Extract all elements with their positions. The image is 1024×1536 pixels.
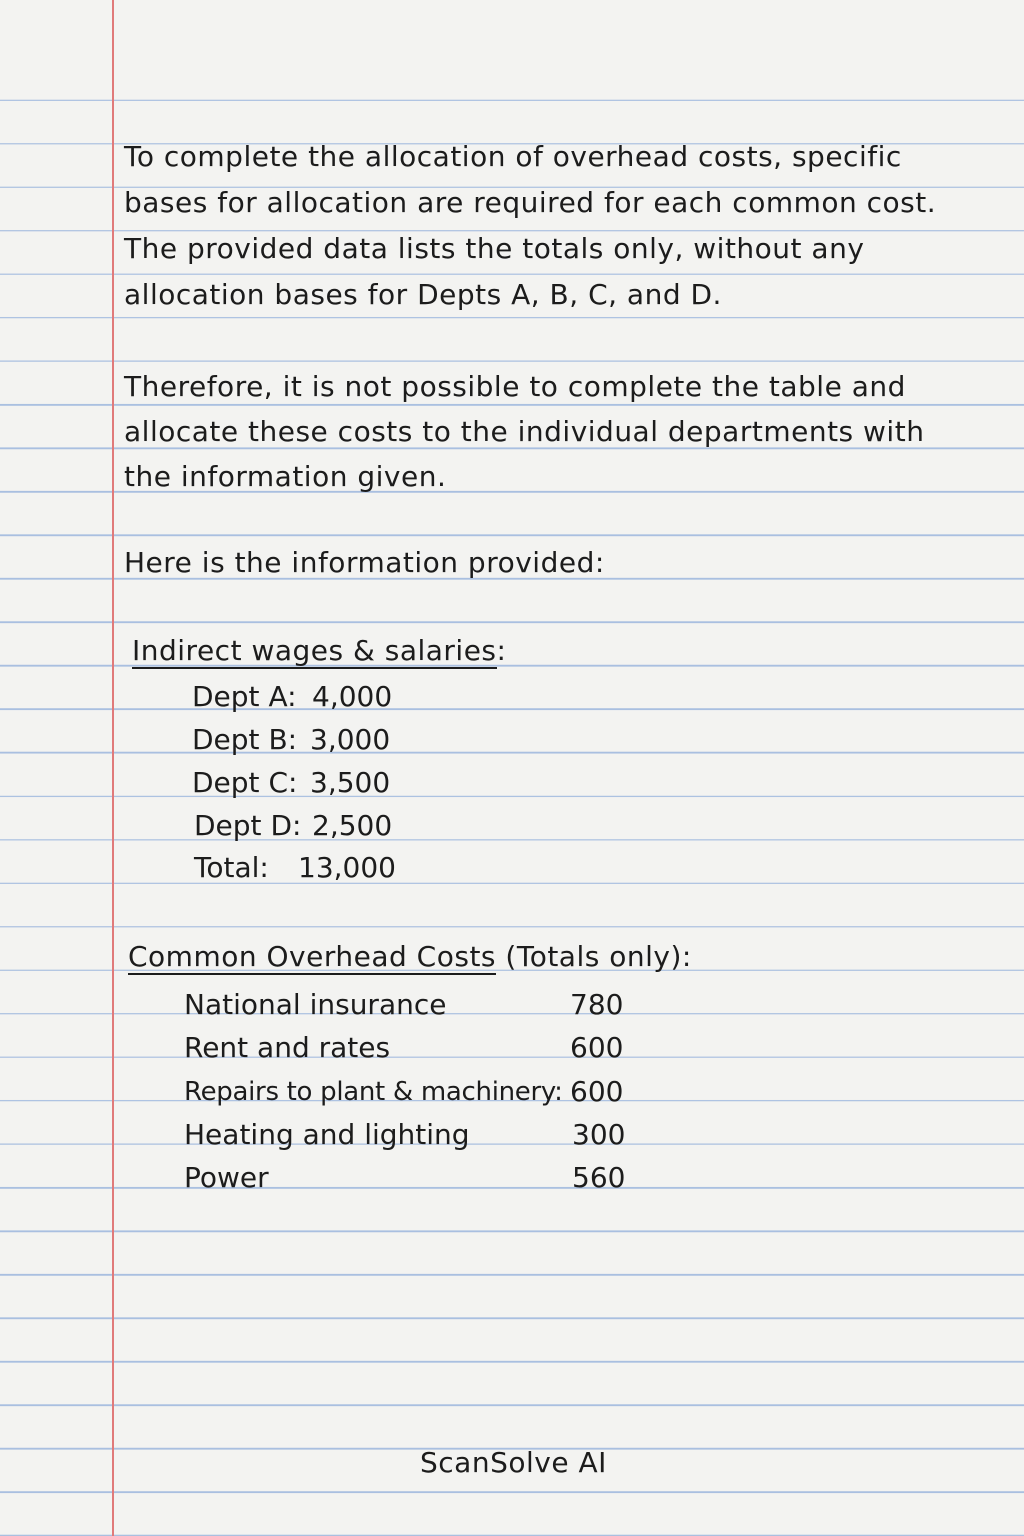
overhead-row-value: 600 [570, 1031, 624, 1064]
footer-brand: ScanSolve AI [420, 1446, 607, 1479]
overhead-row-value: 560 [572, 1161, 626, 1194]
wages-row-value: 4,000 [312, 680, 393, 713]
paragraph1-line: The provided data lists the totals only, without any [124, 232, 865, 265]
wages-row-value: 3,000 [310, 723, 391, 756]
intro-text: Here is the information provided: [124, 546, 605, 579]
wages-row-value: 2,500 [312, 809, 393, 842]
overhead-row-label: Repairs to plant & machinery: [184, 1077, 563, 1107]
overheads-heading-text: Common Overhead Costs [128, 940, 497, 973]
wages-total-value: 13,000 [298, 851, 396, 884]
paragraph2-line: the information given. [124, 460, 447, 493]
margin-line [112, 0, 114, 1536]
wages-heading-text: Indirect wages & salaries [132, 634, 497, 667]
paragraph2-line: allocate these costs to the individual departments with [124, 415, 925, 448]
paragraph2-line: Therefore, it is not possible to complete the table and [124, 370, 906, 403]
wages-row-label: Dept A: [192, 680, 297, 713]
overhead-row-label: Heating and lighting [184, 1118, 470, 1151]
paragraph1-line: bases for allocation are required for each common cost. [124, 186, 937, 219]
overhead-row-label: Rent and rates [184, 1031, 391, 1064]
wages-heading [132, 634, 506, 668]
wages-row-label: Dept B: [192, 723, 298, 756]
overhead-row-label: National insurance [184, 988, 447, 1021]
overhead-row-value: 780 [570, 988, 624, 1021]
wages-row-value: 3,500 [310, 766, 391, 799]
paragraph1-line: To complete the allocation of overhead costs, specific [124, 140, 902, 173]
wages-row-label: Dept D: [194, 809, 302, 842]
wages-heading-suffix: : [496, 634, 507, 667]
overhead-row-value: 300 [572, 1118, 626, 1151]
wages-row-label: Dept C: [192, 766, 298, 799]
overheads-heading [128, 940, 692, 974]
overhead-row-value: 600 [570, 1075, 624, 1108]
paragraph1-line: allocation bases for Depts A, B, C, and D. [124, 278, 722, 311]
overhead-row-label: Power [184, 1161, 269, 1194]
overheads-heading-suffix: (Totals only): [505, 940, 692, 973]
wages-total-label: Total: [194, 851, 269, 884]
